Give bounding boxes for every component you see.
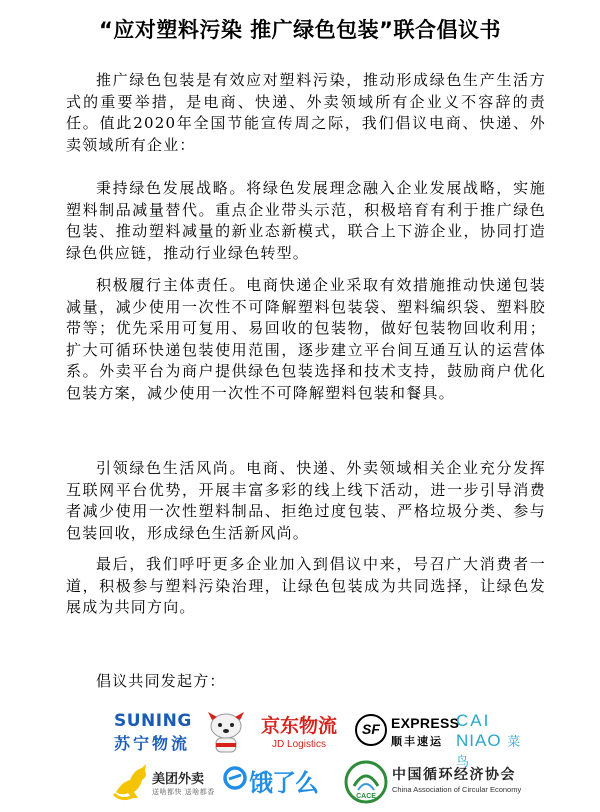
sf-mark-icon: SF — [355, 714, 387, 746]
suning-logo-cn: 苏宁物流 — [114, 734, 191, 753]
eleme-e-icon — [223, 766, 247, 790]
paragraph-responsibility: 积极履行主体责任。电商快递企业采取有效措施推动快递包装减量，减少使用一次性不可降解塑料包装袋、塑料编织袋、塑料胶带等；优先采用可复用、易回收的包装物，做好包装物回收利用；扩大可循环快递包装使用范围，逐步建立平台间互通互认的运营体系。外卖平台为商户提供绿色包装选择和技术支持，鼓励商户优化包装方案，减少使用一次性不可降解塑料包装和餐具。 — [66, 276, 546, 402]
sf-express-logo — [355, 712, 460, 752]
suning-logistics-logo — [114, 711, 202, 754]
jd-dog-mascot-icon — [204, 710, 248, 756]
jd-logistics-logo — [253, 711, 345, 750]
cace-logo-cn: 中国循环经济协会 — [392, 767, 516, 783]
paragraph-lifestyle: 引领绿色生活风尚。电商、快递、外卖领域相关企业充分发挥互联网平台优势，开展丰富多彩的线上线下活动，进一步引导消费者减少使用一次性塑料制品、拒绝过度包装、严格垃圾分类、参与包装回收，形成绿色生活新风尚。 — [66, 459, 546, 542]
jd-logo-cn: 京东物流 — [260, 715, 337, 737]
eleme-logo — [223, 760, 333, 800]
cainiao-logo-top: CAI — [456, 711, 491, 730]
meituan-logo-tagline: 送啥都快 送啥都香 — [152, 788, 215, 796]
cainiao-logo-niao: NIAO — [456, 731, 502, 750]
signatories-label: 倡议共同发起方： — [96, 672, 226, 690]
paragraph-strategy: 秉持绿色发展战略。将绿色发展理念融入企业发展战略，实施塑料制品减量替代。重点企业带头示范，积极培育有利于推广绿色包装、推动塑料减量的新业态新模式，联合上下游企业，协同打造绿色供应链，推动行业绿色转型。 — [66, 179, 546, 262]
cace-emblem-text: CACE — [356, 793, 376, 800]
document-title: “应对塑料污染 推广绿色包装”联合倡议书 — [99, 18, 501, 42]
sf-logo-en: EXPRESS — [391, 715, 460, 731]
cainiao-logo-cn: 菜鸟 — [456, 735, 521, 770]
cace-logo — [344, 758, 544, 806]
jd-logo-en: JD Logistics — [272, 739, 326, 750]
cace-logo-en: China Association of Circular Economy — [392, 785, 522, 794]
meituan-waimai-logo — [112, 760, 222, 804]
suning-logo-en: SUNING — [114, 711, 192, 731]
meituan-logo-name: 美团外卖 — [152, 772, 205, 787]
eleme-logo-name: 饿了么 — [249, 769, 318, 797]
paragraph-intro: 推广绿色包装是有效应对塑料污染，推动形成绿色生产生活方式的重要举措，是电商、快递、外卖领域所有企业义不容辞的责任。值此2020年全国节能宣传周之际，我们倡议电商、快递、外卖领域所有企业： — [66, 71, 546, 154]
kangaroo-icon — [112, 762, 152, 802]
paragraph-closing: 最后，我们呼吁更多企业加入到倡议中来，号召广大消费者一道，积极参与塑料污染治理，让绿色包装成为共同选择，让绿色发展成为共同方向。 — [66, 555, 546, 616]
cace-emblem-icon — [344, 760, 388, 804]
sf-logo-cn: 顺丰速运 — [391, 735, 443, 748]
